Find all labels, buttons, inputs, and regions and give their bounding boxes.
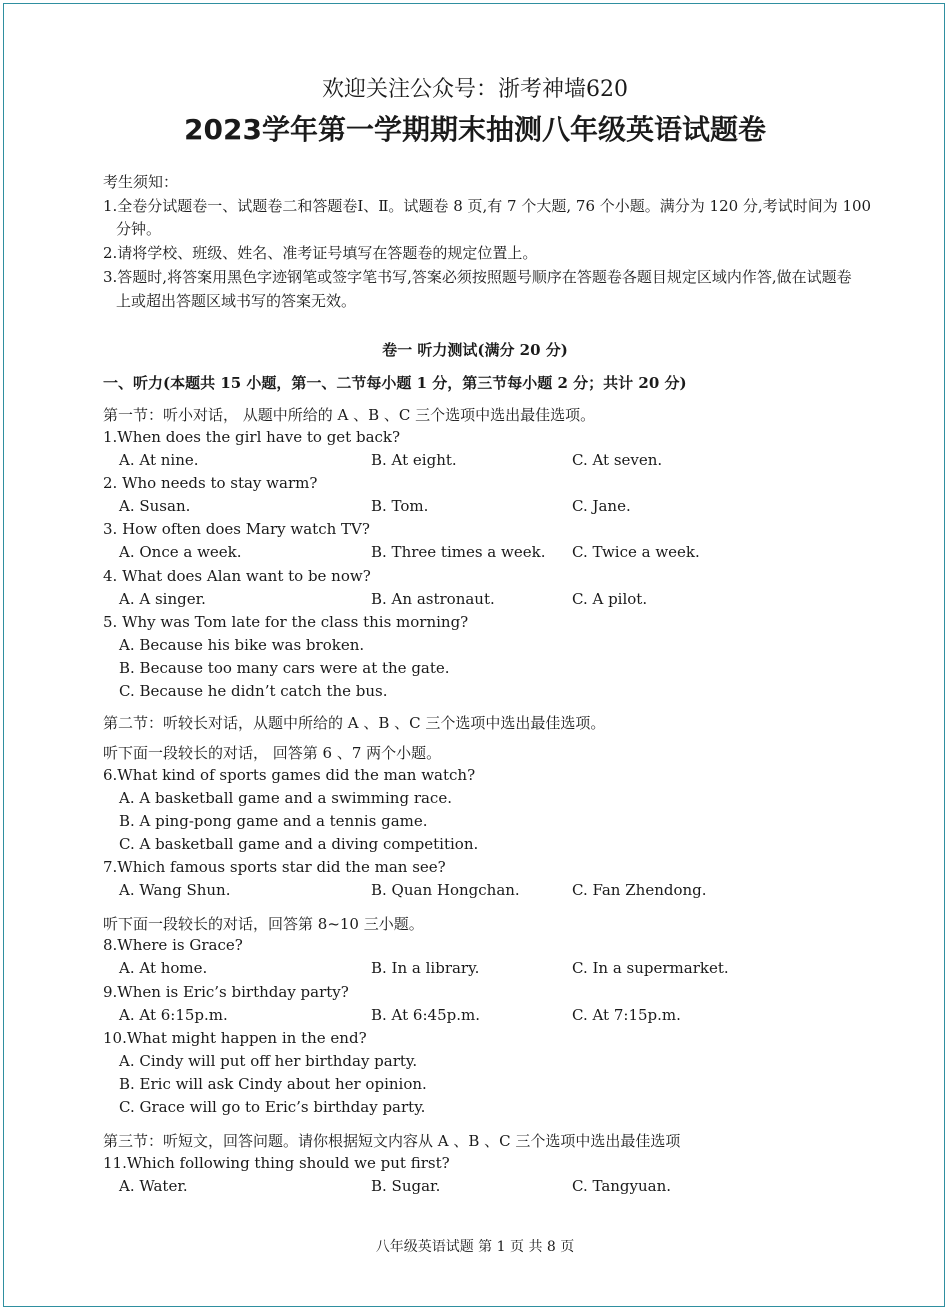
option-b: B. Eric will ask Cindy about her opinion. (119, 1075, 427, 1093)
option-a: A. Water. (119, 1177, 188, 1195)
option-a: A. Once a week. (119, 543, 242, 561)
option-c: C. In a supermarket. (572, 959, 729, 977)
section-3-instruction: 第三节：听短文，回答问题。请你根据短文内容从 A 、B 、C 三个选项中选出最佳选项 (103, 1132, 681, 1150)
question-11: 11.Which following thing should we put first? (103, 1154, 450, 1172)
option-a: A. At nine. (119, 451, 199, 469)
section-1-instruction: 第一节：听小对话， 从题中所给的 A 、B 、C 三个选项中选出最佳选项。 (103, 406, 596, 424)
option-a: A. At home. (119, 959, 208, 977)
option-a: A. Susan. (119, 497, 191, 515)
option-a: A. Because his bike was broken. (119, 636, 365, 654)
option-a: A. A singer. (119, 590, 206, 608)
question-1: 1.When does the girl have to get back? (103, 428, 401, 446)
option-c: C. A pilot. (572, 590, 648, 608)
option-a: A. A basketball game and a swimming race. (119, 789, 452, 807)
part-title: 卷一 听力测试(满分 20 分) (382, 341, 568, 359)
option-c: C. Fan Zhendong. (572, 881, 707, 899)
option-b: B. At eight. (371, 451, 457, 469)
option-c: C. Tangyuan. (572, 1177, 672, 1195)
option-c: C. Grace will go to Eric’s birthday party. (119, 1098, 426, 1116)
notice-item-3: 3.答题时,将答案用黑色字迹钢笔或签字笔书写,答案必须按照题号顺序在答题卷各题目规定区域内作答,做在试题卷 (103, 268, 852, 286)
notice-heading: 考生须知： (103, 173, 179, 191)
option-b: B. Because too many cars were at the gate. (119, 659, 450, 677)
option-b: B. An astronaut. (371, 590, 495, 608)
section-heading: 一、听力(本题共 15 小题，第一、二节每小题 1 分，第三节每小题 2 分；共计 20 分) (103, 374, 687, 392)
notice-item-1: 1.全卷分试题卷一、试题卷二和答题卷Ⅰ、Ⅱ。试题卷 8 页,有 7 个大题, 76 个小题。满分为 120 分,考试时间为 100 (103, 197, 872, 215)
option-a: A. Cindy will put off her birthday party. (119, 1052, 418, 1070)
section-2-sub-1: 听下面一段较长的对话， 回答第 6 、7 两个小题。 (103, 744, 442, 762)
option-c: C. Because he didn’t catch the bus. (119, 682, 388, 700)
exam-title: 2023学年第一学期期末抽测八年级英语试题卷 (184, 113, 766, 146)
promo-line: 欢迎关注公众号：浙考神墙620 (322, 77, 628, 102)
option-b: B. In a library. (371, 959, 480, 977)
option-b: B. A ping-pong game and a tennis game. (119, 812, 428, 830)
question-2: 2. Who needs to stay warm? (103, 474, 318, 492)
option-a: A. At 6:15p.m. (119, 1006, 228, 1024)
question-6: 6.What kind of sports games did the man watch? (103, 766, 476, 784)
notice-item-3-cont: 上或超出答题区域书写的答案无效。 (116, 292, 357, 310)
page-footer: 八年级英语试题 第 1 页 共 8 页 (375, 1239, 575, 1255)
option-b: B. Tom. (371, 497, 429, 515)
option-c: C. Jane. (572, 497, 631, 515)
question-9: 9.When is Eric’s birthday party? (103, 983, 349, 1001)
option-b: B. Three times a week. (371, 543, 546, 561)
question-3: 3. How often does Mary watch TV? (103, 520, 370, 538)
option-b: B. At 6:45p.m. (371, 1006, 480, 1024)
option-a: A. Wang Shun. (119, 881, 231, 899)
option-c: C. At seven. (572, 451, 663, 469)
option-b: B. Sugar. (371, 1177, 441, 1195)
option-c: C. Twice a week. (572, 543, 700, 561)
notice-item-2: 2.请将学校、班级、姓名、准考证号填写在答题卷的规定位置上。 (103, 244, 538, 262)
question-10: 10.What might happen in the end? (103, 1029, 367, 1047)
option-b: B. Quan Hongchan. (371, 881, 520, 899)
question-4: 4. What does Alan want to be now? (103, 567, 371, 585)
option-c: C. A basketball game and a diving competition. (119, 835, 479, 853)
notice-item-1-cont: 分钟。 (116, 220, 162, 238)
section-2-instruction: 第二节：听较长对话，从题中所给的 A 、B 、C 三个选项中选出最佳选项。 (103, 714, 606, 732)
question-5: 5. Why was Tom late for the class this morning? (103, 613, 469, 631)
question-8: 8.Where is Grace? (103, 936, 243, 954)
section-2-sub-2: 听下面一段较长的对话，回答第 8~10 三小题。 (103, 915, 424, 933)
question-7: 7.Which famous sports star did the man see? (103, 858, 446, 876)
option-c: C. At 7:15p.m. (572, 1006, 681, 1024)
